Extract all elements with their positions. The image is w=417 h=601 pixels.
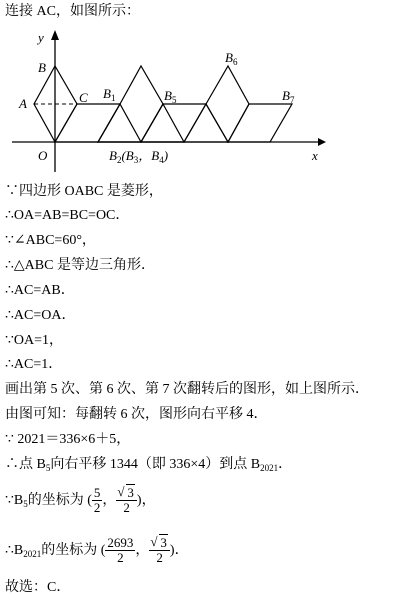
line13-c: )，: [136, 493, 156, 508]
rhombus-7: [184, 104, 228, 142]
line12-c: ．: [278, 457, 293, 472]
proof-line-7: ∵OA=1，: [5, 333, 64, 348]
label-B2-B3-B4: $B_2(B_3$，$B_4$): [109, 148, 169, 165]
fraction-numerator: [149, 536, 170, 551]
label-B1: $B_1$: [103, 86, 116, 103]
proof-line-12: [5, 457, 292, 476]
label-x-axis: x: [312, 148, 318, 163]
label-C: C: [79, 90, 88, 105]
line13-a: ∵B: [5, 493, 24, 508]
rhombus-8: [206, 66, 249, 142]
fraction-2693-over-2: [105, 536, 135, 565]
rhombus-4: [98, 104, 141, 142]
line13-sub: 5: [23, 499, 28, 509]
y-axis-arrow-icon: [51, 30, 59, 40]
label-B6: $B_6$: [225, 50, 238, 67]
line12-a: ∴点 B: [5, 457, 46, 472]
label-B5: $B_5$: [164, 88, 177, 105]
proof-line-13: [5, 484, 156, 521]
fraction-denominator: 2: [117, 550, 124, 566]
proof-line-8: ∴AC=1．: [5, 357, 63, 372]
line13-b: 的坐标为 (: [27, 493, 92, 508]
label-y-axis: y: [38, 30, 44, 45]
line13-comma: ，: [102, 493, 117, 508]
sqrt-icon: [118, 486, 135, 500]
rhombus-9: [228, 104, 292, 142]
proof-line-6: ∴AC=OA．: [5, 308, 76, 323]
radicand: 3: [160, 535, 167, 551]
sqrt-icon: [151, 536, 168, 550]
proof-line-1: ∵四边形 OABC 是菱形，: [5, 184, 163, 199]
line14-comma: ，: [135, 543, 150, 558]
label-B: B: [38, 60, 46, 75]
rhombus-figure: [0, 22, 417, 192]
fraction-5-over-2: [92, 486, 103, 515]
proof-line-4: ∴△ABC 是等边三角形．: [5, 258, 155, 273]
proof-line-3: ∵∠ABC=60°，: [5, 233, 96, 248]
radicand: 3: [127, 485, 134, 501]
proof-line-5: ∴AC=AB．: [5, 283, 75, 298]
line12-b: 向右平移 1344（即 336×4）到点 B: [50, 457, 261, 472]
fraction-denominator: 2: [93, 500, 101, 516]
line12-sub2: 2021: [260, 463, 279, 473]
proof-line-11: ∵ 2021＝336×6＋5，: [5, 432, 131, 447]
line14-b: 的坐标为 (: [41, 543, 106, 558]
line14-a: ∴B: [5, 543, 24, 558]
fraction-sqrt3-over-2: [149, 536, 170, 565]
rhombus-5: [141, 104, 184, 142]
rhombus-2: [55, 104, 120, 142]
fraction-numerator: [116, 486, 137, 501]
line12-sub1: 5: [45, 463, 51, 473]
x-axis-arrow-icon: [318, 138, 326, 146]
proof-line-10: 由图可知：每翻转 6 次，图形向右平移 4．: [5, 407, 268, 422]
fraction-denominator: 2: [156, 550, 163, 566]
line14-sub: 2021: [23, 549, 42, 559]
fraction-denominator: 2: [123, 500, 130, 516]
proof-line-15: 故选：C．: [5, 580, 71, 595]
fraction-numerator: 5: [93, 485, 101, 501]
line14-c: )．: [169, 543, 189, 558]
label-B7: $B_7$: [282, 88, 295, 105]
proof-line-2: ∴OA=AB=BC=OC．: [5, 208, 130, 223]
fraction-sqrt3-over-2: [116, 486, 137, 515]
fraction-numerator: 2693: [107, 535, 134, 551]
label-A: A: [19, 96, 27, 111]
proof-line-14: [5, 534, 189, 571]
intro-text: 连接 AC，如图所示：: [5, 4, 140, 19]
label-O: O: [38, 148, 48, 163]
proof-line-9: 画出第 5 次、第 6 次、第 7 次翻转后的图形，如上图所示．: [5, 382, 369, 397]
